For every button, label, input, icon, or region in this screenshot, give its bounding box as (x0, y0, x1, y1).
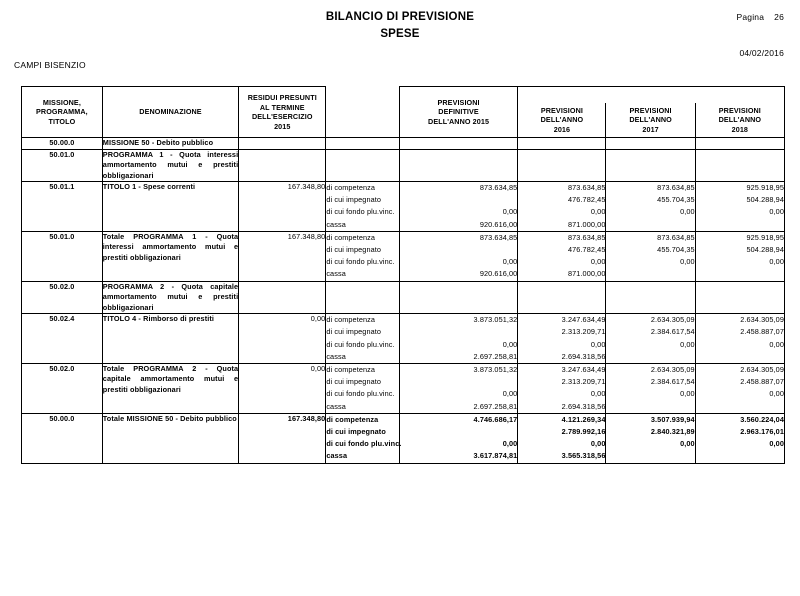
row-previsioni-definitive-2015 (399, 138, 518, 150)
amount-value: 0,00 (769, 339, 784, 349)
page-number-value: 26 (774, 12, 784, 22)
amount-value: 0,00 (502, 389, 518, 399)
voce-label: di cui impegnato (326, 195, 382, 205)
row-previsioni-2017 (606, 149, 695, 182)
amount-value: 873.634,85 (479, 232, 518, 242)
amount-value: 873.634,85 (567, 183, 606, 192)
page-subtitle: SPESE (380, 28, 420, 40)
amount-value: 871.000,00 (567, 269, 606, 279)
row-denominazione: Totale MISSIONE 50 - Debito pubblico (102, 413, 238, 463)
column-header-2016-line2: DELL'ANNO (540, 115, 584, 124)
row-previsioni-2016 (518, 413, 606, 463)
voce-label: di cui fondo plu.vinc. (326, 439, 402, 449)
voce-label: di competenza (326, 414, 379, 424)
amount-value: 3.873.051,32 (473, 364, 518, 374)
row-previsioni-2018 (695, 231, 784, 281)
row-previsioni-2018 (695, 314, 784, 364)
amount-value: 4.746.686,17 (473, 414, 518, 424)
column-header-2018-line3: 2018 (731, 124, 749, 134)
voce-label: di cui fondo plu.vinc. (326, 207, 395, 217)
row-denominazione: Totale PROGRAMMA 2 - Quota capitale ammortamento mutui e prestiti obbligazionari (102, 363, 238, 413)
column-header-2016-line1: PREVISIONI (540, 105, 583, 115)
amount-value: 2.634.305,09 (740, 364, 784, 374)
amount-value: 920.616,00 (479, 219, 518, 229)
row-denominazione: Totale PROGRAMMA 1 - Quota interessi ammortamento mutui e prestiti obbligazionari (102, 231, 238, 281)
amount-value: 0,00 (590, 207, 606, 217)
amount-value: 0,00 (769, 207, 784, 217)
row-previsioni-definitive-2015 (399, 182, 518, 232)
amount-value: 476.782,45 (567, 195, 606, 205)
column-header-definitive-line2: DEFINITIVE (438, 107, 479, 117)
row-previsioni-2018 (695, 363, 784, 413)
entity-name: CAMPI BISENZIO (14, 60, 86, 70)
column-header-2017-line1: PREVISIONI (629, 105, 672, 115)
amount-value: 925.918,95 (746, 183, 784, 192)
table-body (22, 138, 785, 464)
column-header-residui-line1: RESIDUI PRESUNTI (247, 93, 317, 102)
amount-value: 3.247.634,49 (561, 364, 606, 374)
amount-value: 873.634,85 (657, 232, 695, 242)
row-previsioni-2016 (518, 149, 606, 182)
amount-value (606, 450, 694, 462)
amount-value: 0,00 (590, 339, 606, 349)
row-previsioni-definitive-2015 (399, 413, 518, 463)
row-code: 50.01.0 (22, 149, 103, 182)
amount-value: 0,00 (769, 257, 784, 267)
column-header-previsioni-definitive (399, 87, 518, 138)
row-previsioni-2016 (518, 363, 606, 413)
table-row (22, 314, 785, 364)
document-date: 04/02/2016 (739, 48, 784, 58)
row-previsioni-2016 (518, 281, 606, 314)
amount-value: 3.507.939,94 (650, 414, 695, 424)
amount-value: 504.288,94 (746, 245, 784, 255)
column-header-2016-line3: 2016 (553, 124, 571, 134)
table-row (22, 231, 785, 281)
row-denominazione: PROGRAMMA 2 - Quota capitale ammortamento mutui e prestiti obbligazionari (102, 281, 239, 312)
amount-value (696, 450, 784, 462)
amount-value: 2.694.318,56 (561, 401, 606, 411)
row-previsioni-definitive-2015 (399, 363, 518, 413)
row-denominazione: TITOLO 1 - Spese correnti (102, 182, 238, 232)
amount-value: 0,00 (590, 389, 606, 399)
amount-value: 925.918,95 (746, 232, 784, 242)
column-header-residui (239, 87, 326, 138)
amount-value: 2.313.209,71 (561, 327, 606, 337)
voce-label: di cui fondo plu.vinc. (326, 389, 395, 399)
amount-value (400, 244, 518, 256)
row-residui-presunti: 167.348,80 (239, 413, 326, 463)
amount-value: 2.384.617,54 (650, 377, 695, 387)
voce-label: di cui impegnato (326, 426, 386, 436)
amount-value: 0,00 (590, 257, 606, 267)
amount-value: 2.634.305,09 (740, 315, 784, 325)
row-voce-labels (326, 314, 399, 364)
amount-value: 504.288,94 (746, 195, 784, 205)
voce-label: di competenza (326, 183, 376, 192)
amount-value: 0,00 (680, 339, 695, 349)
row-residui-presunti (239, 149, 326, 182)
row-previsioni-2018 (695, 138, 784, 150)
row-previsioni-2017 (606, 281, 695, 314)
voce-label: di cui impegnato (326, 245, 382, 255)
row-voce-labels (326, 363, 399, 413)
voce-label: cassa (326, 269, 346, 279)
column-header-definitive-line3: DELL'ANNO 2015 (428, 116, 490, 126)
row-previsioni-2017 (606, 363, 695, 413)
amount-value (606, 401, 694, 413)
amount-value: 3.617.874,81 (473, 451, 518, 461)
column-header-2018-line1: PREVISIONI (718, 105, 761, 115)
amount-value: 455.704,35 (657, 245, 695, 255)
amount-value: 2.458.887,07 (740, 327, 784, 337)
row-previsioni-2017 (606, 182, 695, 232)
amount-value: 3.565.318,56 (561, 451, 606, 461)
amount-value: 455.704,35 (657, 195, 695, 205)
row-voce-labels (326, 182, 399, 232)
row-previsioni-definitive-2015 (399, 314, 518, 364)
voce-label: di competenza (326, 232, 376, 242)
amount-value: 873.634,85 (479, 183, 518, 192)
amount-value: 2.313.209,71 (561, 377, 606, 387)
amount-value: 3.247.634,49 (561, 315, 606, 325)
row-voce-labels (326, 281, 399, 314)
column-header-2018-line2: DELL'ANNO (718, 115, 762, 124)
amount-value (696, 219, 784, 231)
row-code: 50.00.0 (22, 138, 103, 150)
amount-value: 2.697.258,81 (473, 351, 518, 361)
page-title: BILANCIO DI PREVISIONE (325, 11, 475, 23)
amount-value: 0,00 (769, 439, 784, 449)
amount-value: 0,00 (590, 439, 606, 449)
row-residui-presunti: 167.348,80 (239, 182, 326, 232)
column-header-year-2017 (606, 103, 695, 138)
row-previsioni-2017 (606, 413, 695, 463)
amount-value (400, 194, 518, 206)
amount-value: 873.634,85 (567, 232, 606, 242)
column-header-residui-line2: AL TERMINE (259, 102, 305, 112)
row-previsioni-definitive-2015 (399, 149, 518, 182)
table-row (22, 281, 785, 314)
column-header-code-line3: TITOLO (48, 116, 76, 126)
row-code: 50.00.0 (22, 413, 103, 463)
amount-value (606, 268, 694, 280)
row-voce-labels (326, 231, 399, 281)
amount-value (606, 351, 694, 363)
column-header-year-2018 (695, 103, 784, 138)
amount-value: 2.697.258,81 (473, 401, 518, 411)
column-header-code-line1: MISSIONE, (42, 97, 81, 107)
row-residui-presunti (239, 281, 326, 314)
amount-value: 4.121.269,34 (561, 414, 606, 424)
column-header-definitive-line1: PREVISIONI (437, 97, 480, 107)
voce-label: di cui fondo plu.vinc. (326, 257, 395, 267)
amount-value (696, 268, 784, 280)
document-header (0, 10, 800, 42)
amount-value: 0,00 (680, 257, 695, 267)
column-header-2017-line3: 2017 (642, 124, 659, 134)
amount-value (400, 376, 518, 388)
voce-label: cassa (326, 351, 346, 361)
amount-value: 2.963.176,01 (740, 426, 784, 436)
amount-value: 2.384.617,54 (650, 327, 695, 337)
budget-table (21, 86, 785, 464)
amount-value: 2.634.305,09 (650, 315, 695, 325)
amount-value (606, 219, 694, 231)
amount-value: 873.634,85 (657, 183, 695, 192)
row-code: 50.01.0 (22, 231, 103, 281)
voce-label: di cui impegnato (326, 327, 382, 337)
table-row (22, 413, 785, 463)
amount-value: 2.694.318,56 (561, 351, 606, 361)
row-previsioni-2017 (606, 231, 695, 281)
amount-value: 0,00 (502, 439, 518, 449)
row-previsioni-2018 (695, 281, 784, 314)
column-header-previsioni-group (518, 87, 785, 103)
voce-label: di cui impegnato (326, 377, 382, 387)
table-header-row-top (22, 87, 785, 103)
table-row (22, 363, 785, 413)
row-denominazione: TITOLO 4 - Rimborso di prestiti (102, 314, 238, 364)
row-previsioni-definitive-2015 (399, 231, 518, 281)
row-previsioni-2016 (518, 138, 606, 150)
row-voce-labels (326, 413, 402, 463)
column-header-code-line2: PROGRAMMA, (36, 107, 88, 117)
amount-value: 920.616,00 (479, 269, 518, 279)
column-header-2017-line2: DELL'ANNO (629, 115, 672, 124)
row-code: 50.01.1 (22, 182, 103, 232)
page-number-label: Pagina (736, 12, 765, 22)
voce-label: di cui fondo plu.vinc. (326, 339, 395, 349)
table-header (22, 87, 785, 138)
voce-label: cassa (326, 451, 348, 461)
row-previsioni-2018 (695, 182, 784, 232)
amount-value: 0,00 (680, 207, 695, 217)
row-code: 50.02.4 (22, 314, 103, 364)
voce-label: di competenza (326, 364, 376, 374)
voce-label: cassa (326, 219, 346, 229)
amount-value: 2.840.321,89 (650, 426, 695, 436)
row-previsioni-2018 (695, 413, 784, 463)
column-header-year-2016 (518, 103, 606, 138)
row-residui-presunti: 0,00 (239, 363, 326, 413)
row-previsioni-definitive-2015 (399, 281, 518, 314)
page-number (736, 12, 784, 22)
row-voce-labels (326, 138, 399, 150)
amount-value: 2.634.305,09 (650, 364, 695, 374)
amount-value: 0,00 (502, 207, 518, 217)
amount-value: 0,00 (680, 389, 695, 399)
voce-label: di competenza (326, 315, 376, 325)
table-row (22, 182, 785, 232)
row-previsioni-2016 (518, 314, 606, 364)
amount-value: 476.782,45 (567, 245, 606, 255)
column-header-voci-spacer (326, 87, 399, 138)
row-previsioni-2018 (695, 149, 784, 182)
row-code: 50.02.0 (22, 363, 103, 413)
column-header-code (22, 87, 103, 138)
amount-value: 871.000,00 (567, 219, 606, 229)
amount-value: 0,00 (769, 389, 784, 399)
amount-value (400, 326, 518, 338)
column-header-residui-line4: 2015 (274, 121, 291, 131)
amount-value: 0,00 (502, 339, 518, 349)
amount-value: 0,00 (680, 439, 695, 449)
row-previsioni-2016 (518, 182, 606, 232)
amount-value: 0,00 (502, 257, 518, 267)
table-row (22, 149, 785, 182)
row-residui-presunti: 0,00 (239, 314, 326, 364)
row-denominazione: MISSIONE 50 - Debito pubblico (102, 138, 238, 150)
row-code: 50.02.0 (22, 281, 103, 314)
amount-value (696, 351, 784, 363)
row-residui-presunti: 167.348,80 (239, 231, 326, 281)
amount-value (400, 426, 518, 438)
amount-value: 3.560.224,04 (740, 414, 784, 424)
table-row (22, 138, 785, 150)
column-header-denominazione: DENOMINAZIONE (102, 87, 238, 138)
row-residui-presunti (239, 138, 326, 150)
amount-value: 2.789.992,16 (561, 426, 606, 436)
row-previsioni-2016 (518, 231, 606, 281)
amount-value (696, 401, 784, 413)
row-previsioni-2017 (606, 138, 695, 150)
amount-value: 2.458.887,07 (740, 377, 784, 387)
column-header-residui-line3: DELL'ESERCIZIO (251, 112, 313, 121)
row-voce-labels (326, 149, 399, 182)
row-denominazione: PROGRAMMA 1 - Quota interessi ammortamento mutui e prestiti obbligazionari (102, 149, 239, 180)
row-previsioni-2017 (606, 314, 695, 364)
amount-value: 3.873.051,32 (473, 315, 518, 325)
voce-label: cassa (326, 401, 346, 411)
